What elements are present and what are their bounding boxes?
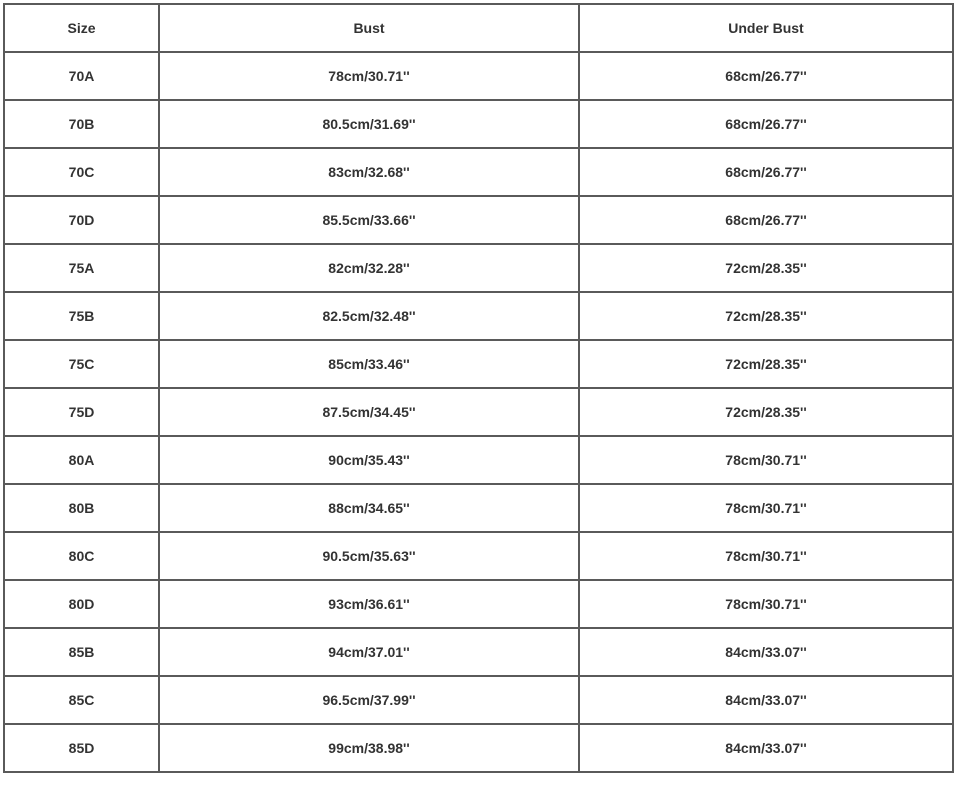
table-row bbox=[4, 52, 953, 100]
bust-cell: 90.5cm/35.63'' bbox=[159, 532, 579, 580]
bust-cell: 94cm/37.01'' bbox=[159, 628, 579, 676]
under-bust-cell: 84cm/33.07'' bbox=[579, 628, 953, 676]
bust-cell: 96.5cm/37.99'' bbox=[159, 676, 579, 724]
under-bust-cell: 68cm/26.77'' bbox=[579, 100, 953, 148]
size-cell: 70C bbox=[4, 148, 159, 196]
size-cell: 70D bbox=[4, 196, 159, 244]
bust-cell: 88cm/34.65'' bbox=[159, 484, 579, 532]
table-row bbox=[4, 148, 953, 196]
size-cell: 85D bbox=[4, 724, 159, 772]
size-cell: 75A bbox=[4, 244, 159, 292]
size-chart-table bbox=[3, 3, 954, 773]
table-row bbox=[4, 244, 953, 292]
under-bust-cell: 84cm/33.07'' bbox=[579, 676, 953, 724]
size-cell: 80C bbox=[4, 532, 159, 580]
size-cell: 75B bbox=[4, 292, 159, 340]
table-row bbox=[4, 580, 953, 628]
bust-cell: 85cm/33.46'' bbox=[159, 340, 579, 388]
size-cell: 85C bbox=[4, 676, 159, 724]
bust-cell: 87.5cm/34.45'' bbox=[159, 388, 579, 436]
table-header bbox=[4, 4, 953, 52]
under-bust-cell: 78cm/30.71'' bbox=[579, 532, 953, 580]
under-bust-cell: 72cm/28.35'' bbox=[579, 340, 953, 388]
header-under-bust: Under Bust bbox=[579, 4, 953, 52]
table-row bbox=[4, 628, 953, 676]
under-bust-cell: 78cm/30.71'' bbox=[579, 436, 953, 484]
under-bust-cell: 78cm/30.71'' bbox=[579, 484, 953, 532]
size-chart-container bbox=[3, 3, 952, 804]
under-bust-cell: 68cm/26.77'' bbox=[579, 52, 953, 100]
bust-cell: 85.5cm/33.66'' bbox=[159, 196, 579, 244]
under-bust-cell: 78cm/30.71'' bbox=[579, 580, 953, 628]
size-cell: 80D bbox=[4, 580, 159, 628]
size-cell: 85B bbox=[4, 628, 159, 676]
header-size: Size bbox=[4, 4, 159, 52]
table-row bbox=[4, 484, 953, 532]
table-row bbox=[4, 532, 953, 580]
table-body bbox=[4, 52, 953, 772]
header-bust: Bust bbox=[159, 4, 579, 52]
bust-cell: 93cm/36.61'' bbox=[159, 580, 579, 628]
table-row bbox=[4, 340, 953, 388]
table-row bbox=[4, 388, 953, 436]
size-cell: 80A bbox=[4, 436, 159, 484]
under-bust-cell: 68cm/26.77'' bbox=[579, 148, 953, 196]
size-cell: 70A bbox=[4, 52, 159, 100]
size-cell: 75C bbox=[4, 340, 159, 388]
size-cell: 70B bbox=[4, 100, 159, 148]
under-bust-cell: 72cm/28.35'' bbox=[579, 388, 953, 436]
table-row bbox=[4, 196, 953, 244]
bust-cell: 83cm/32.68'' bbox=[159, 148, 579, 196]
under-bust-cell: 72cm/28.35'' bbox=[579, 244, 953, 292]
bust-cell: 78cm/30.71'' bbox=[159, 52, 579, 100]
bust-cell: 82.5cm/32.48'' bbox=[159, 292, 579, 340]
bust-cell: 80.5cm/31.69'' bbox=[159, 100, 579, 148]
header-row bbox=[4, 4, 953, 52]
table-row bbox=[4, 724, 953, 772]
bust-cell: 99cm/38.98'' bbox=[159, 724, 579, 772]
table-row bbox=[4, 436, 953, 484]
table-row bbox=[4, 676, 953, 724]
table-row bbox=[4, 100, 953, 148]
under-bust-cell: 72cm/28.35'' bbox=[579, 292, 953, 340]
size-cell: 75D bbox=[4, 388, 159, 436]
under-bust-cell: 68cm/26.77'' bbox=[579, 196, 953, 244]
size-cell: 80B bbox=[4, 484, 159, 532]
table-row bbox=[4, 292, 953, 340]
under-bust-cell: 84cm/33.07'' bbox=[579, 724, 953, 772]
bust-cell: 82cm/32.28'' bbox=[159, 244, 579, 292]
bust-cell: 90cm/35.43'' bbox=[159, 436, 579, 484]
